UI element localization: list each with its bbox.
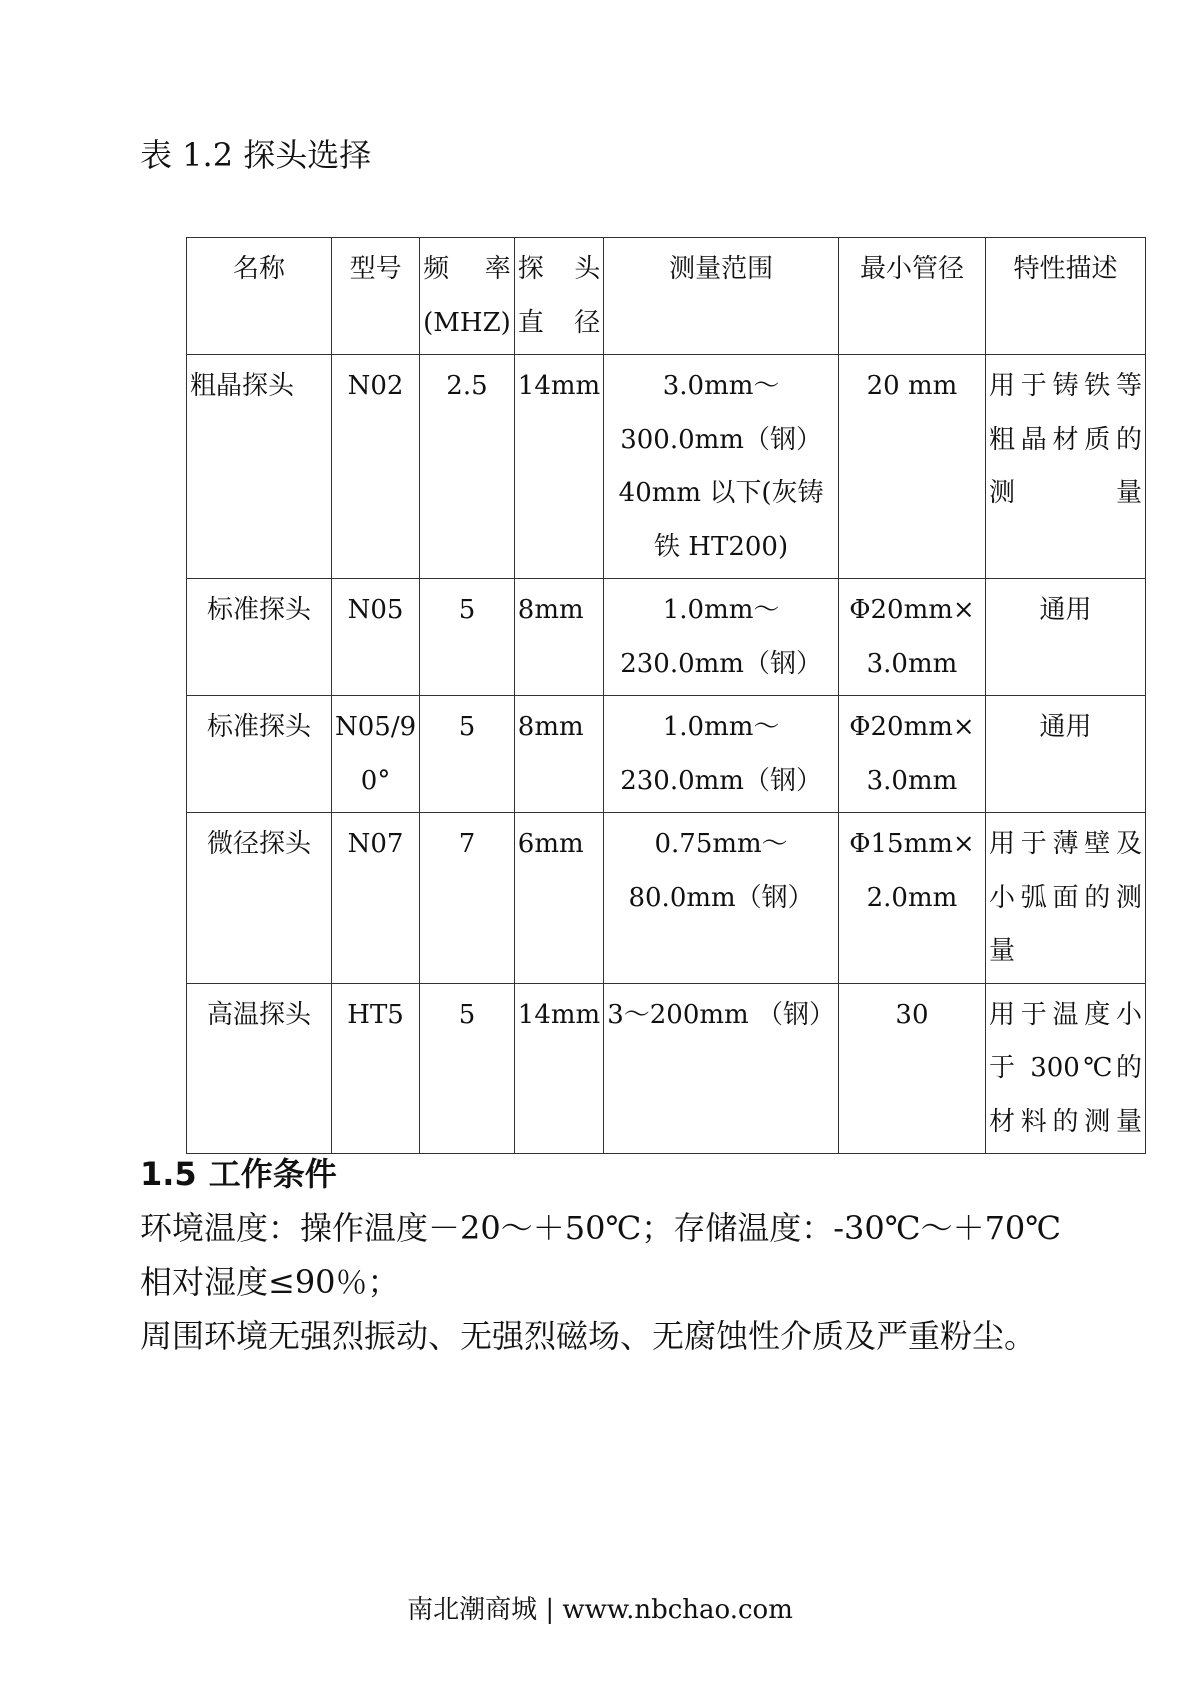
header-cell-freq-line: 频 率 bbox=[423, 254, 511, 284]
cell-model-line: N07 bbox=[347, 829, 404, 859]
cell-min_pipe bbox=[838, 355, 985, 579]
cell-min_pipe-line: Φ20mm× bbox=[849, 712, 975, 742]
table-row bbox=[187, 813, 1146, 984]
cell-min_pipe-line: 30 bbox=[895, 999, 929, 1030]
cell-desc bbox=[985, 983, 1145, 1154]
cell-desc-line: 通用 bbox=[1039, 595, 1092, 625]
header-cell-diameter-line: 直 径 bbox=[517, 307, 601, 338]
cell-freq bbox=[420, 355, 515, 579]
cell-range-line: 铁 HT200) bbox=[654, 531, 789, 562]
cell-range-line: 1.0mm～ bbox=[662, 595, 780, 625]
cell-diameter bbox=[514, 983, 603, 1154]
cell-diameter bbox=[514, 813, 603, 984]
cell-model-line: N05/9 bbox=[335, 712, 417, 742]
cell-diameter-line: 14mm bbox=[517, 371, 601, 401]
cell-range bbox=[604, 813, 839, 984]
cell-desc-line: 用于温度小 bbox=[988, 999, 1142, 1030]
cell-min_pipe-line: Φ15mm× bbox=[849, 829, 975, 859]
cell-desc-line: 粗晶材质的 bbox=[988, 424, 1142, 455]
cell-freq bbox=[420, 983, 515, 1154]
table-caption: 表 1.2 探头选择 bbox=[140, 136, 372, 174]
cell-desc-line: 用于薄壁及 bbox=[988, 829, 1142, 859]
cell-range bbox=[604, 355, 839, 579]
cell-range-line: 230.0mm（钢） bbox=[620, 648, 822, 679]
cell-diameter-line: 8mm bbox=[517, 595, 584, 625]
cell-diameter bbox=[514, 696, 603, 813]
cell-model-line: 0° bbox=[360, 765, 391, 796]
cell-freq-line: 7 bbox=[458, 829, 476, 859]
header-cell-desc bbox=[985, 238, 1145, 355]
paragraph-temperature: 环境温度：操作温度－20～＋50℃；存储温度：-30℃～＋70℃ bbox=[140, 1209, 1062, 1247]
cell-model-line: HT5 bbox=[347, 999, 404, 1030]
cell-range bbox=[604, 696, 839, 813]
cell-desc-line: 用于铸铁等 bbox=[988, 371, 1142, 401]
cell-name-line: 粗晶探头 bbox=[190, 371, 295, 401]
header-cell-freq-line: (MHZ) bbox=[423, 307, 511, 338]
header-cell-min_pipe-line: 最小管径 bbox=[859, 254, 964, 284]
cell-name bbox=[187, 355, 332, 579]
header-cell-name-line: 名称 bbox=[232, 254, 285, 284]
cell-range-line: 230.0mm（钢） bbox=[620, 765, 822, 796]
cell-min_pipe-line: 3.0mm bbox=[866, 648, 958, 679]
cell-name bbox=[187, 983, 332, 1154]
table-row bbox=[187, 696, 1146, 813]
header-cell-range bbox=[604, 238, 839, 355]
header-cell-diameter bbox=[514, 238, 603, 355]
table-row bbox=[187, 355, 1146, 579]
cell-freq bbox=[420, 696, 515, 813]
cell-model-line: N02 bbox=[347, 371, 404, 401]
cell-freq bbox=[420, 579, 515, 696]
cell-min_pipe bbox=[838, 696, 985, 813]
cell-min_pipe bbox=[838, 579, 985, 696]
cell-model bbox=[332, 579, 420, 696]
cell-desc bbox=[985, 355, 1145, 579]
header-cell-min_pipe bbox=[838, 238, 985, 355]
header-cell-freq bbox=[420, 238, 515, 355]
cell-name-line: 标准探头 bbox=[206, 712, 311, 742]
cell-freq bbox=[420, 813, 515, 984]
cell-range-line: 40mm 以下(灰铸 bbox=[618, 478, 824, 508]
header-cell-diameter-line: 探 头 bbox=[517, 254, 601, 284]
cell-name bbox=[187, 579, 332, 696]
cell-desc-line: 通用 bbox=[1039, 712, 1092, 742]
header-cell-model-line: 型号 bbox=[349, 254, 402, 284]
cell-desc-line: 测量 bbox=[988, 478, 1142, 508]
cell-name-line: 微径探头 bbox=[206, 829, 311, 859]
cell-range-line: 1.0mm～ bbox=[662, 712, 780, 742]
cell-name bbox=[187, 813, 332, 984]
cell-desc bbox=[985, 696, 1145, 813]
cell-desc-line: 于 300℃的 bbox=[988, 1053, 1142, 1083]
section-number: 1.5 bbox=[140, 1155, 197, 1193]
cell-diameter bbox=[514, 355, 603, 579]
cell-desc-line: 量 bbox=[988, 936, 1015, 966]
cell-range-line: 3～200mm （钢） bbox=[607, 999, 835, 1030]
cell-freq-line: 5 bbox=[458, 712, 476, 742]
cell-range-line: 80.0mm（钢） bbox=[628, 882, 814, 913]
cell-model bbox=[332, 355, 420, 579]
cell-desc bbox=[985, 813, 1145, 984]
table-row bbox=[187, 579, 1146, 696]
cell-min_pipe-line: 3.0mm bbox=[866, 765, 958, 796]
section-heading bbox=[140, 1152, 337, 1196]
cell-desc-line: 小弧面的测 bbox=[988, 882, 1142, 913]
cell-name-line: 高温探头 bbox=[206, 999, 311, 1030]
header-cell-name bbox=[187, 238, 332, 355]
cell-range-line: 300.0mm（钢） bbox=[620, 424, 822, 455]
cell-model bbox=[332, 983, 420, 1154]
probe-selection-table bbox=[186, 237, 1146, 1154]
cell-range-line: 0.75mm～ bbox=[654, 829, 788, 859]
paragraph-environment: 周围环境无强烈振动、无强烈磁场、无腐蚀性介质及严重粉尘。 bbox=[140, 1317, 1037, 1355]
section-title: 工作条件 bbox=[208, 1155, 337, 1193]
cell-min_pipe bbox=[838, 813, 985, 984]
cell-name bbox=[187, 696, 332, 813]
cell-desc bbox=[985, 579, 1145, 696]
page-footer: 南北潮商城 | www.nbchao.com bbox=[407, 1595, 793, 1625]
cell-min_pipe bbox=[838, 983, 985, 1154]
cell-range bbox=[604, 983, 839, 1154]
header-cell-model bbox=[332, 238, 420, 355]
cell-freq-line: 5 bbox=[458, 595, 476, 625]
cell-diameter-line: 8mm bbox=[517, 712, 584, 742]
cell-diameter-line: 6mm bbox=[517, 829, 584, 859]
cell-range-line: 3.0mm～ bbox=[662, 371, 780, 401]
cell-freq-line: 5 bbox=[458, 999, 476, 1030]
header-cell-desc-line: 特性描述 bbox=[1013, 254, 1118, 284]
table-header-row bbox=[187, 238, 1146, 355]
cell-range bbox=[604, 579, 839, 696]
cell-min_pipe-line: 2.0mm bbox=[866, 882, 958, 913]
cell-diameter-line: 14mm bbox=[517, 999, 601, 1030]
cell-freq-line: 2.5 bbox=[446, 371, 488, 401]
cell-model bbox=[332, 696, 420, 813]
cell-min_pipe-line: 20 mm bbox=[866, 371, 958, 401]
cell-model-line: N05 bbox=[347, 595, 404, 625]
cell-desc-line: 材料的测量 bbox=[988, 1106, 1142, 1137]
header-cell-range-line: 测量范围 bbox=[669, 254, 774, 284]
paragraph-humidity: 相对湿度≤90％； bbox=[140, 1263, 400, 1301]
table-row bbox=[187, 983, 1146, 1154]
cell-min_pipe-line: Φ20mm× bbox=[849, 595, 975, 625]
cell-diameter bbox=[514, 579, 603, 696]
cell-name-line: 标准探头 bbox=[206, 595, 311, 625]
cell-model bbox=[332, 813, 420, 984]
